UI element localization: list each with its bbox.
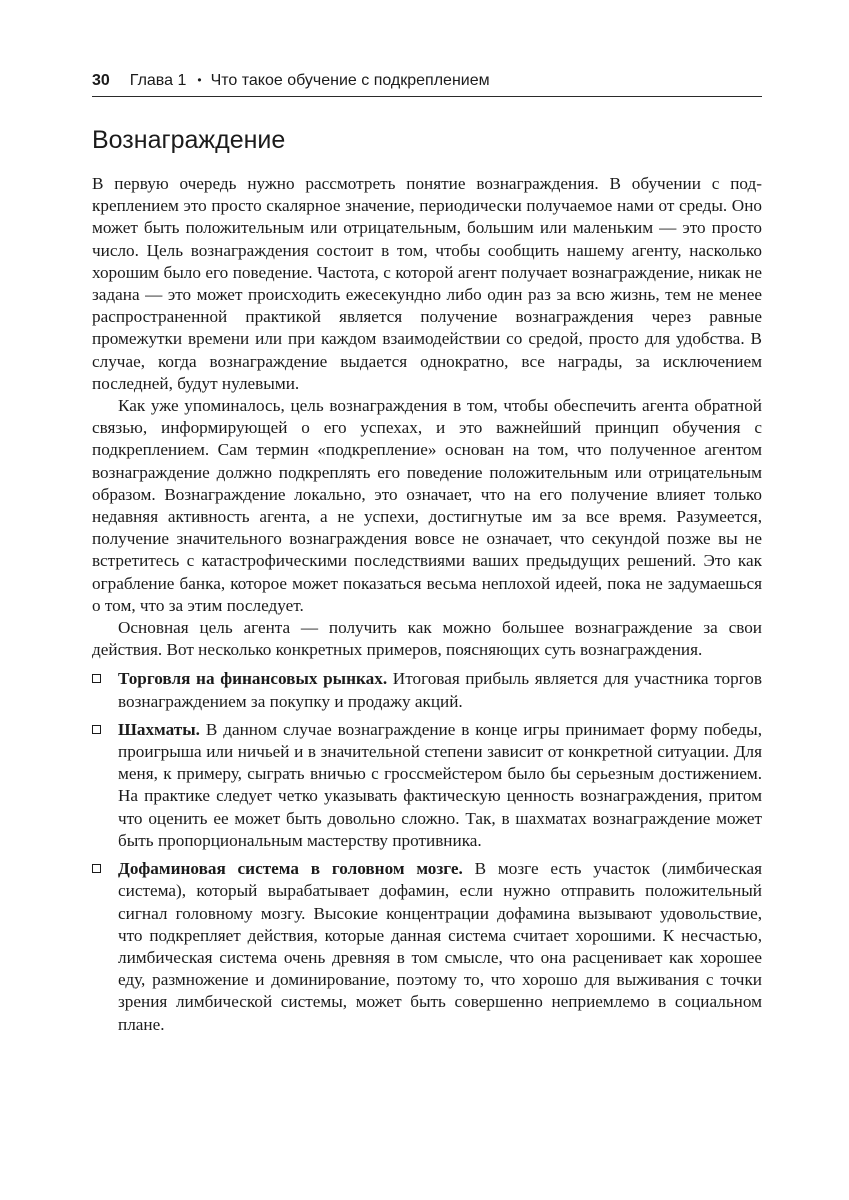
checkbox-bullet-icon xyxy=(92,674,101,683)
list-item xyxy=(92,668,762,712)
list-item-title: Торговля на финансовых рынках. xyxy=(118,669,388,689)
list-item-title: Дофаминовая система в головном мозге. xyxy=(118,859,463,879)
checkbox-bullet-icon xyxy=(92,864,101,873)
examples-list xyxy=(92,668,762,1035)
section-title: Вознаграждение xyxy=(92,126,286,154)
list-item xyxy=(92,719,762,852)
checkbox-bullet-icon xyxy=(92,725,101,734)
body-text xyxy=(92,173,762,1042)
list-item-text: Итоговая прибыль является для участника торгов вознаграждением за покупку и продажу акций. xyxy=(118,669,763,711)
paragraph: Как уже упоминалось, цель вознаграждения в том, чтобы обеспечить агента обратной связью, информирующей о его успехах, и это важнейший принцип обучения с подкреплением. Сам термин «подкрепление» основан на том, что полученное агентом вознаграждение должно подкреплять его поведение положительным или отрицательным образом. Вознаграждение локально, это означает, что на его получение влияет только недавняя активность агента, а не успехи, достигнутые им за все время. Разумеется, получение значительного вознаграждения вовсе не означает, что секундой позже вы не встретитесь с катастрофическими последствиями ваших предыдущих решений. Это как ограбление банка, которое может показаться весьма неплохой идеей, пока не задумаешься о том, что за этим последует. xyxy=(92,396,762,615)
chapter-label: Глава 1 xyxy=(129,72,187,89)
chapter-title: Что такое обучение с подкреплением xyxy=(210,72,490,89)
list-item-title: Шахматы. xyxy=(118,719,200,739)
list-item xyxy=(92,858,762,1036)
header-separator: • xyxy=(197,73,202,87)
running-header xyxy=(92,70,762,97)
page-number: 30 xyxy=(92,72,110,89)
list-item-text: В данном случае вознаграждение в конце игры принимает форму победы, проигрыша или ничьей и в значительной степени зависит от конкретной ситуации. Для меня, к примеру, сыграть вничью с гроссмейстером было бы серьезным достижением. На практике следует четко указывать фактическую ценность вознаграждения, притом что оценить ее может быть довольно сложно. Так, в шахматах вознаграждение может быть пропорциональным мастерству противника. xyxy=(118,719,762,850)
list-item-text: В мозге есть участок (лимбическая система), который вырабатывает дофамин, если нужно отправить положительный сигнал головному мозгу. Высокие концентрации дофамина вызывают удовольствие, что подкрепляет действия, которые данная система считает хорошими. К несчастью, лимбическая система очень древняя в том смысле, что она расценивает как хорошее еду, размножение и доминирование, поэтому то, что хорошо для выживания с точки зрения лимбической системы, может быть совершенно неприемлемо в социальном плане. xyxy=(118,859,762,1034)
paragraph: В первую очередь нужно рассмотреть понятие вознаграждения. В обучении с подкреплением это просто скалярное значение, периодически получаемое нами от среды. Оно может быть положительным или отрицательным, большим или маленьким — это просто число. Цель вознаграждения состоит в том, чтобы сообщить нашему агенту, насколько хорошим было его поведение. Частота, с которой агент получает вознаграждение, никак не задана — это может происходить ежесекундно либо один раз за всю жизнь, тем не менее распространенной практикой является получение вознаграждения через равные промежутки времени или при каждом взаимодействии со средой, просто для удобства. В случае, когда вознаграждение выдается однократно, все награды, за исключением последней, будут нулевыми. xyxy=(92,174,762,393)
paragraph: Основная цель агента — получить как можно большее вознаграждение за свои действия. Вот несколько конкретных примеров, поясняющих суть вознаграждения. xyxy=(92,618,762,660)
